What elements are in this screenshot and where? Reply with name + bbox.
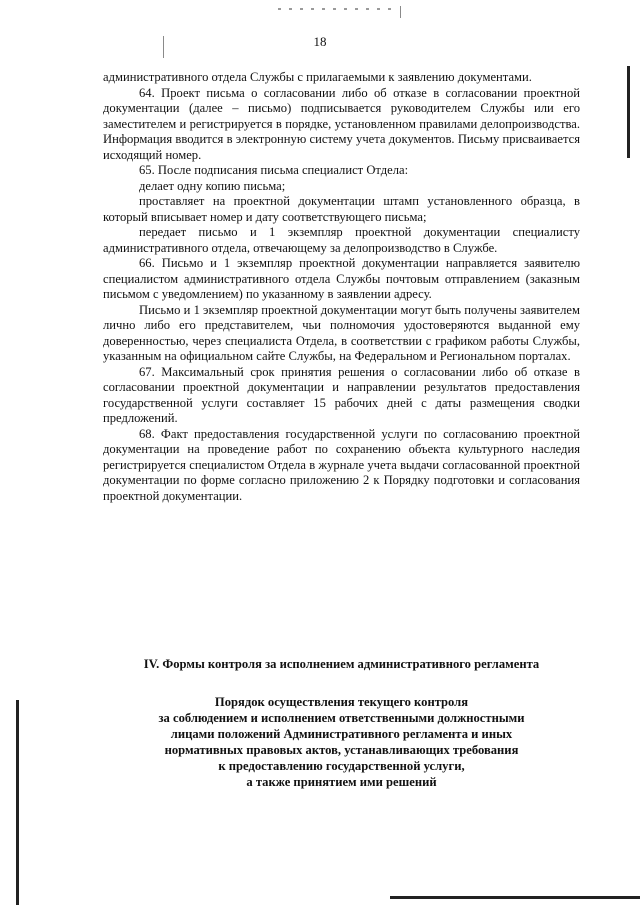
scan-artifact-top (278, 8, 398, 10)
scan-artifact-bottom-line (390, 896, 640, 899)
paragraph-67: 67. Максимальный срок принятия решения о согласовании либо об отказе в согласовании проектной документации и направлении результатов предоставления государственной услуги составляет 15 рабочих дней с даты размещения сводки предложений. (103, 364, 580, 425)
subsection-title-line: лицами положений Административного регламента и иных (170, 727, 513, 741)
scan-artifact-right-tick (400, 6, 401, 18)
paragraph-66: 66. Письмо и 1 экземпляр проектной документации направляется заявителю специалистом административного отдела Службы почтовым отправлением (заказным письмом с уведомлением) по указанному в заявлении адресу. (103, 256, 580, 301)
subsection-title-line: нормативных правовых актов, устанавливающих требования (164, 743, 519, 757)
subsection-title-line: а также принятием ими решений (246, 775, 437, 789)
paragraph-64: 64. Проект письма о согласовании либо об отказе в согласовании проектной документации (далее – письмо) подписывается руководителем Службы или его заместителем и регистрируется в порядке, установленном правилами делопроизводства. Информация вводится в электронную систему учета документов. Письму присваивается исходящий номер. (103, 85, 580, 162)
page-number: 18 (313, 34, 327, 49)
paragraph-continuation: административного отдела Службы с прилагаемыми к заявлению документами. (103, 70, 532, 84)
subsection-title (103, 694, 580, 790)
paragraph-66-pickup: Письмо и 1 экземпляр проектной документации могут быть получены заявителем лично либо его представителем, чьи полномочия удостоверяются выданной ему доверенностью, через специалиста Отдела, в соответствии с графиком работы Службы, указанным на официальном сайте Службы, на Федеральном и Региональном порталах. (103, 302, 580, 363)
paragraph-68: 68. Факт предоставления государственной услуги по согласованию проектной документации на проведение работ по сохранению объекта культурного наследия регистрируется специалистом Отдела в журнале учета выдачи согласованной проектной документации по форме согласно приложению 2 к Порядку подготовки и согласования проектной документации. (103, 426, 580, 503)
document-body (103, 70, 580, 504)
paragraph-65-transfer: передает письмо и 1 экземпляр проектной документации специалисту административного отдела, отвечающему за делопроизводство в Службе. (103, 225, 580, 255)
paragraph-65-copy: делает одну копию письма; (139, 178, 286, 193)
scan-artifact-right-bar (627, 66, 630, 158)
paragraph-65-stamp: проставляет на проектной документации штамп установленного образца, в который вписывает номер и дату соответствующего письма; (103, 194, 580, 224)
subsection-title-line: за соблюдением и исполнением ответственными должностными (158, 711, 525, 725)
subsection-title-line: Порядок осуществления текущего контроля (214, 695, 469, 709)
subsection-title-line: к предоставлению государственной услуги, (218, 759, 465, 773)
paragraph-65: 65. После подписания письма специалист Отдела: (139, 163, 409, 177)
section-heading: IV. Формы контроля за исполнением административного регламента (143, 657, 540, 671)
scan-artifact-left-bar (16, 700, 19, 905)
